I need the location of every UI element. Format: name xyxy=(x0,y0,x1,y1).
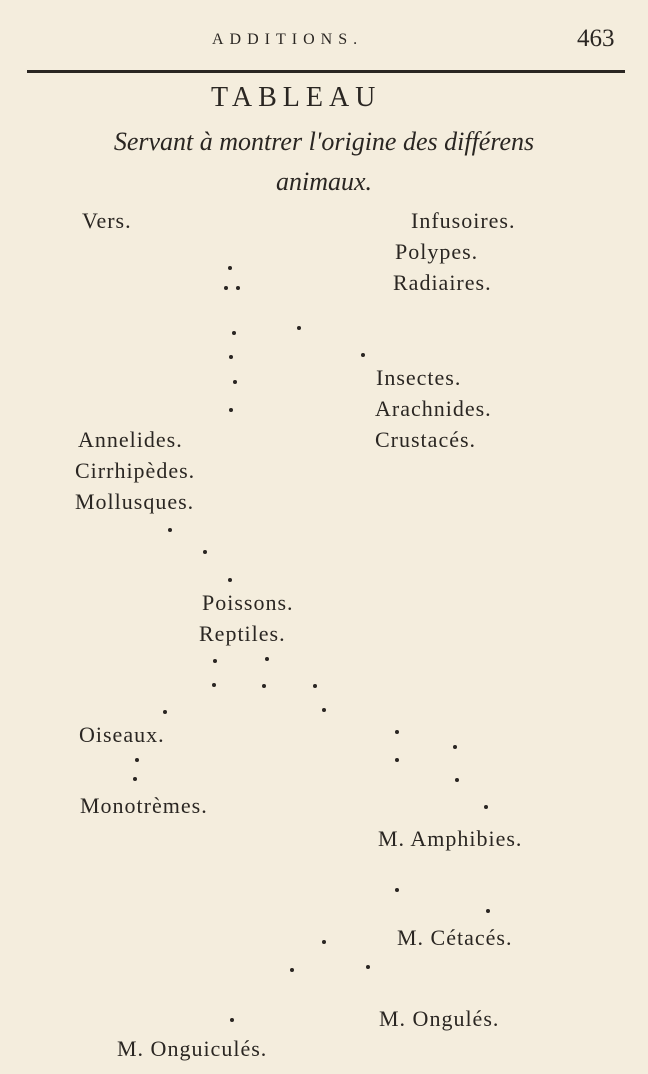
entry-onguicules: M. Onguiculés. xyxy=(117,1036,268,1061)
connector-dot xyxy=(366,965,370,969)
entry-crustaces: Crustacés. xyxy=(375,427,477,452)
connector-dot xyxy=(135,758,139,762)
entry-oiseaux: Oiseaux. xyxy=(79,722,165,747)
subtitle-line-1: Servant à montrer l'origine des différens xyxy=(113,127,535,156)
connector-dot xyxy=(484,805,488,809)
connector-dot xyxy=(395,730,399,734)
entry-cetaces: M. Cétacés. xyxy=(397,925,513,950)
entry-cirrhipedes: Cirrhipèdes. xyxy=(75,458,196,483)
table-subtitle xyxy=(0,122,648,202)
connector-dot xyxy=(203,550,207,554)
entry-vers: Vers. xyxy=(82,208,132,233)
connector-dot xyxy=(230,1018,234,1022)
connector-dot xyxy=(228,578,232,582)
entry-mollusques: Mollusques. xyxy=(75,489,195,514)
connector-dot xyxy=(361,353,365,357)
connector-dot xyxy=(233,380,237,384)
connector-dot xyxy=(228,266,232,270)
entry-annelides: Annelides. xyxy=(78,427,183,452)
subtitle-line-2: animaux. xyxy=(275,167,373,196)
connector-dot xyxy=(229,355,233,359)
connector-dot xyxy=(224,286,228,290)
entry-radiaires: Radiaires. xyxy=(393,270,492,295)
connector-dot xyxy=(212,683,216,687)
connector-dot xyxy=(236,286,240,290)
page-number: 463 xyxy=(577,25,615,52)
entry-insectes: Insectes. xyxy=(376,365,462,390)
table-title: TABLEAU xyxy=(211,82,382,113)
running-head: ADDITIONS. xyxy=(212,31,364,48)
entry-poissons: Poissons. xyxy=(202,590,294,615)
connector-dot xyxy=(232,331,236,335)
connector-dot xyxy=(262,684,266,688)
entry-infusoires: Infusoires. xyxy=(411,208,516,233)
connector-dot xyxy=(297,326,301,330)
entry-ongules: M. Ongulés. xyxy=(379,1006,500,1031)
connector-dot xyxy=(395,758,399,762)
connector-dot xyxy=(213,659,217,663)
connector-dot xyxy=(229,408,233,412)
connector-dot xyxy=(395,888,399,892)
connector-dot xyxy=(290,968,294,972)
connector-dot xyxy=(163,710,167,714)
connector-dot xyxy=(168,528,172,532)
entry-reptiles: Reptiles. xyxy=(199,621,286,646)
connector-dot xyxy=(455,778,459,782)
connector-dot xyxy=(265,657,269,661)
connector-dot xyxy=(133,777,137,781)
entry-arachnides: Arachnides. xyxy=(375,396,492,421)
connector-dot xyxy=(486,909,490,913)
connector-dot xyxy=(453,745,457,749)
entry-polypes: Polypes. xyxy=(395,239,479,264)
connector-dot xyxy=(322,708,326,712)
connector-dot xyxy=(313,684,317,688)
entry-amphibies: M. Amphibies. xyxy=(378,826,523,851)
connector-dot xyxy=(322,940,326,944)
header-rule xyxy=(27,70,625,73)
entry-monotremes: Monotrèmes. xyxy=(80,793,208,818)
